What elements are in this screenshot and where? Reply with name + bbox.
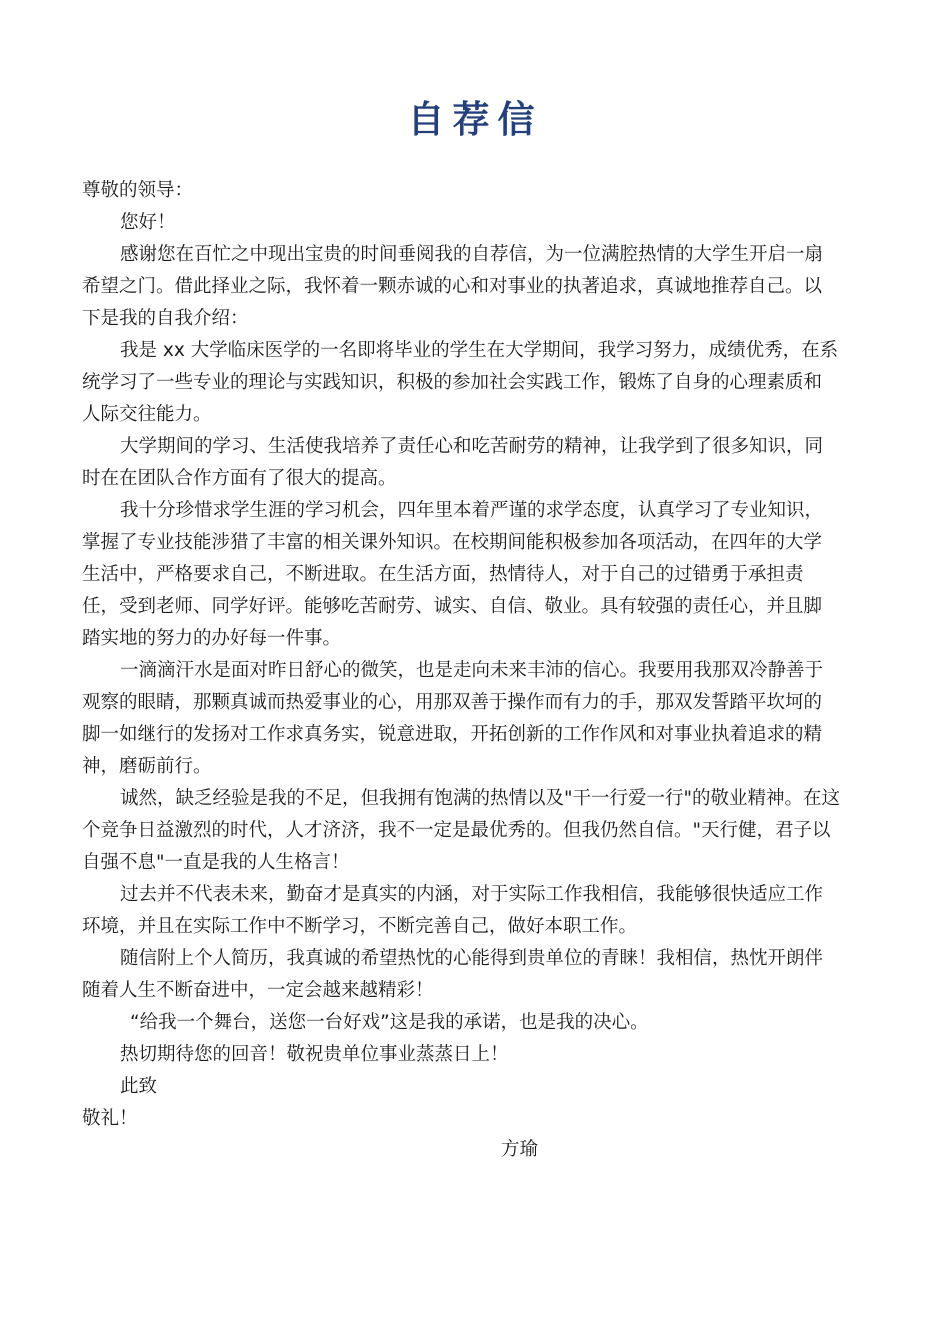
salutation: 尊敬的领导：: [82, 180, 194, 201]
paragraph-line: 踏实地的努力的办好每一件事。: [82, 628, 342, 649]
paragraph-5: [82, 655, 872, 783]
paragraph-4: [82, 495, 872, 655]
paragraph-line: 生活中，严格要求自己，不断进取。在生活方面，热情待人，对于自己的过错勇于承担责: [82, 564, 804, 585]
paragraph-line: 人际交往能力。: [82, 404, 212, 425]
paragraph-8: [82, 943, 872, 1007]
paragraph-line: 一滴滴汗水是面对昨日舒心的微笑，也是走向未来丰沛的信心。我要用我那双冷静善于: [120, 660, 824, 681]
paragraph-10: 热切期待您的回音！敬祝贵单位事业蒸蒸日上！: [120, 1044, 509, 1065]
document-title: 自荐信: [407, 98, 543, 141]
paragraph-line: 感谢您在百忙之中现出宝贵的时间垂阅我的自荐信，为一位满腔热情的大学生开启一扇: [120, 244, 824, 265]
paragraph-line: 我十分珍惜求学生涯的学习机会，四年里本着严谨的求学态度，认真学习了专业知识，: [120, 500, 824, 521]
paragraph-line: 掌握了专业技能涉猎了丰富的相关课外知识。在校期间能积极参加各项活动，在四年的大学: [82, 532, 823, 553]
paragraph-line: 自强不息"一直是我的人生格言！: [82, 852, 350, 873]
paragraph-line: 希望之门。借此择业之际，我怀着一颗赤诚的心和对事业的执著追求，真诚地推荐自己。以: [82, 276, 823, 297]
paragraph-line: 个竞争日益激烈的时代，人才济济，我不一定是最优秀的。但我仍然自信。"天行健，君子以: [82, 820, 831, 841]
paragraph-line: 环境，并且在实际工作中不断学习，不断完善自己，做好本职工作。: [82, 916, 638, 937]
greeting: 您好！: [120, 212, 176, 233]
paragraph-line: 我是 xx 大学临床医学的一名即将毕业的学生在大学期间，我学习努力，成绩优秀，在系: [120, 340, 839, 361]
paragraph-6: [82, 783, 872, 879]
closing-2: 敬礼！: [82, 1108, 138, 1129]
paragraph-9: “给我一个舞台，送您一台好戏”这是我的承诺，也是我的决心。: [130, 1012, 649, 1033]
closing-1: 此致: [120, 1076, 158, 1097]
signature: 方瑜: [501, 1139, 539, 1160]
paragraph-line: 下是我的自我介绍：: [82, 308, 249, 329]
paragraph-line: 诚然，缺乏经验是我的不足，但我拥有饱满的热情以及"干一行爱一行"的敬业精神。在这: [120, 788, 841, 809]
paragraph-line: 过去并不代表未来，勤奋才是真实的内涵，对于实际工作我相信，我能够很快适应工作: [120, 884, 824, 905]
paragraph-line: 统学习了一些专业的理论与实践知识，积极的参加社会实践工作，锻炼了自身的心理素质和: [82, 372, 823, 393]
paragraph-2: [82, 335, 872, 431]
paragraph-line: 脚一如继行的发扬对工作求真务实，锐意进取，开拓创新的工作作风和对事业执着追求的精: [82, 724, 823, 745]
paragraph-line: 随信附上个人简历，我真诚的希望热忱的心能得到贵单位的青睐！我相信，热忱开朗伴: [120, 948, 824, 969]
letter-body: [82, 175, 872, 1135]
paragraph-line: 神，磨砺前行。: [82, 756, 212, 777]
paragraph-line: 大学期间的学习、生活使我培养了责任心和吃苦耐劳的精神，让我学到了很多知识，同: [120, 436, 824, 457]
paragraph-7: [82, 879, 872, 943]
paragraph-line: 随着人生不断奋进中，一定会越来越精彩！: [82, 980, 434, 1001]
paragraph-3: [82, 431, 872, 495]
paragraph-line: 观察的眼睛，那颗真诚而热爱事业的心，用那双善于操作而有力的手，那双发誓踏平坎坷的: [82, 692, 823, 713]
paragraph-line: 任，受到老师、同学好评。能够吃苦耐劳、诚实、自信、敬业。具有较强的责任心，并且脚: [82, 596, 823, 617]
paragraph-1: [82, 239, 872, 335]
paragraph-line: 时在在团队合作方面有了很大的提高。: [82, 468, 397, 489]
